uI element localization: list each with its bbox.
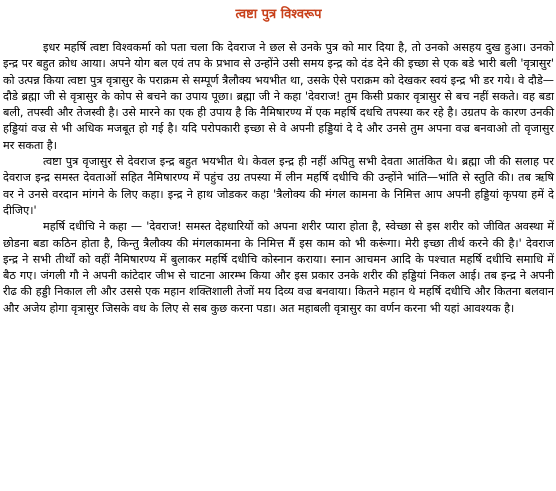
paragraph-2: त्वष्टा पुत्र वृजासुर से देवराज इन्द्र बहुत भयभीत थे। केवल इन्द्र ही नहीं अपितु सभी देवता आतंकित थे। ब्रह्मा जी की सलाह पर देवराज इन्द्र समस्त देवताओं सहित नैमिषारण्य में पहुंच उग्र तपस्या में लीन महर्षि दधीचि की उन्होंने भांति—भांति से स्तुति की। तब ऋषि वर ने उनसे वरदान मांगने के लिए कहा। इन्द्र ने हाथ जोडकर कहा 'त्रैलोक्य की मंगल कामना के निमित्त आप अपनी हड्डियां कृपया हमें दे दीजिए।' <box>3 155 554 217</box>
paragraph-1: इधर महर्षि त्वष्टा विश्वकर्मा को पता चला कि देवराज ने छल से उनके पुत्र को मार दिया है, तो उनको असहय दुख हुआ। उनको इन्द्र पर बहुत क्रोध आया। अपने योग बल एवं तप के प्रभाव से उन्होंने उसी समय इन्द्र को दंड देने की इच्छा से एक बडे भारी बली 'वृत्रासुर' को उत्पन्न किया त्वष्टा पुत्र वृत्रासुर के पराक्रम से सम्पूर्ण त्रैलौक्य भयभीत था, उसके ऐसे पराक्रम को देखकर स्वयं इन्द्र भी डर गये। वे दौडे—दौडे ब्रह्मा जी से वृत्रासुर के कोप से बचने का उपाय पूछा। ब्रह्मा जी ने कहा 'देवराज! तुम किसी प्रकार वृत्रासुर से बच नहीं सकते। वह बडा बली, तपस्वी और तेजस्वी है। उसे मारने का एक ही उपाय है कि नैमिषारण्य में एक महर्षि दधचि तपस्या कर रहे है। उग्रतप के कारण उनकी हड्डियां वज्र से भी अधिक मजबूत हो गई है। यदि परोपकारी इच्छा से वे अपनी हड्डियां दे दे और उनसे तुम अपना वज्र बनवाओ तो वृजासुर मर सकता है। <box>3 41 554 152</box>
paragraph-3: महर्षि दधीचि ने कहा — 'देवराज! समस्त देहधारियों को अपना शरीर प्यारा होता है, स्वेच्छा से इस शरीर को जीवित अवस्था में छोडना बडा कठिन होता है, किन्तु त्रैलौक्य की मंगलकामना के निमित्त मैं इस काम को भी करूंगा। मेरी इच्छा तीर्थ करने की है।' देवराज इन्द्र ने सभी तीर्थों को वहीं नैमिषारण्य में बुलाकर महर्षि दधीचि कोस्नान कराया। स्नान आचमन आदि के पश्चात महर्षि दधीचि समाधि में बैठ गए। जंगली गौ ने अपनी कांटेदार जीभ से चाटना आरम्भ किया और इस प्रकार उनके शरीर की हड्डियां निकल आई। तब इन्द्र ने अपनी रीढ की हड्डी निकाल ली और उससे एक महान शक्तिशाली तेजों मय दिव्य वज्र बनवाया। कितने महान थे महर्षि दधीचि और कितना बलवान और अजेय होगा वृत्रासुर जिसके वध के लिए से सब कुछ करना पडा। अत महाबली वृत्रासुर का वर्णन करना भी यहां आवश्यक है। <box>3 220 554 315</box>
document-title: त्वष्टा पुत्र विश्वरूप <box>235 7 322 22</box>
